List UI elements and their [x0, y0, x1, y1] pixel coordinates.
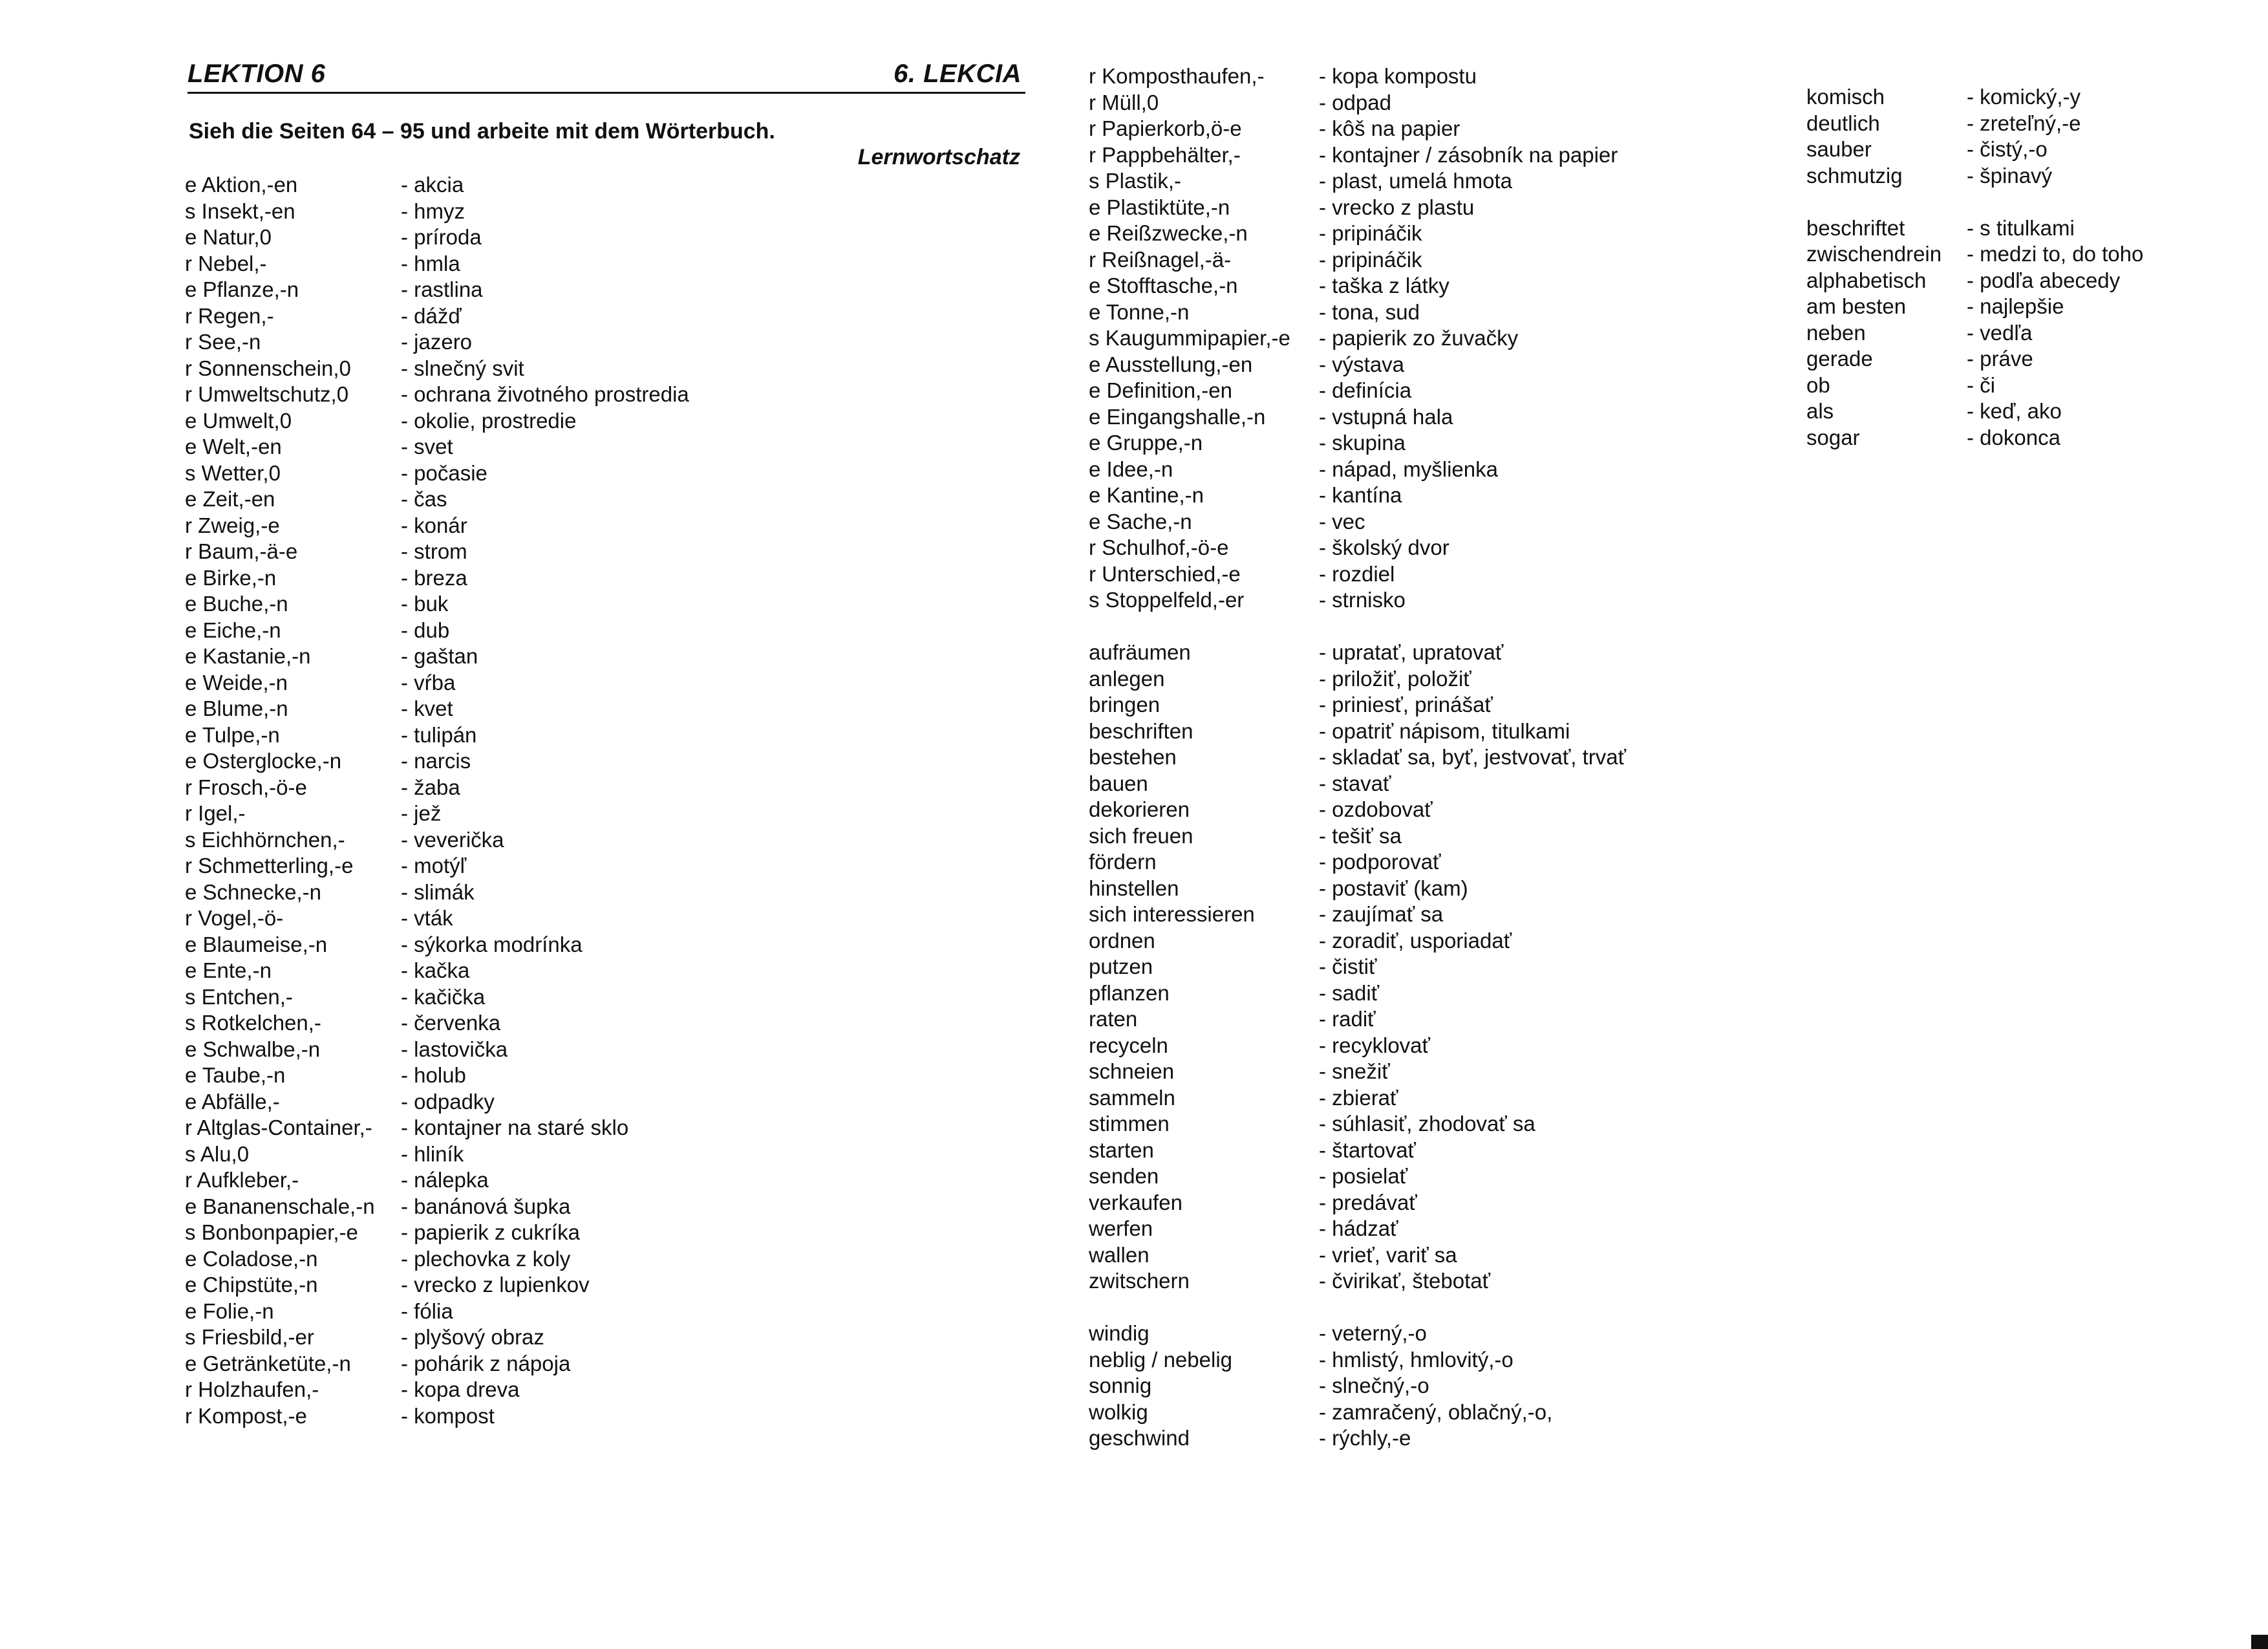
german-term: e Umwelt,0	[185, 408, 292, 433]
slovak-translation: - tona, sud	[1319, 299, 1420, 324]
slovak-translation: - vrecko z plastu	[1319, 195, 1475, 219]
german-term: sich interessieren	[1089, 902, 1255, 926]
slovak-translation: - breza	[401, 565, 467, 590]
slovak-translation: - holub	[401, 1063, 466, 1087]
slovak-translation: - školský dvor	[1319, 535, 1450, 559]
german-term: e Blume,-n	[185, 696, 288, 720]
slovak-translation: - vedľa	[1967, 320, 2033, 345]
german-term: e Gruppe,-n	[1089, 431, 1203, 455]
german-term: r Zweig,-e	[185, 513, 280, 537]
slovak-translation: - okolie, prostredie	[401, 408, 577, 433]
slovak-translation: - tešiť sa	[1319, 823, 1402, 848]
slovak-translation: - slimák	[401, 879, 475, 904]
slovak-translation: - sadiť	[1319, 980, 1380, 1005]
slovak-translation: - gaštan	[401, 644, 478, 668]
header-rule	[187, 92, 1025, 94]
german-term: e Eingangshalle,-n	[1089, 404, 1266, 429]
german-term: recyceln	[1089, 1033, 1168, 1057]
slovak-translation: - kopa dreva	[401, 1377, 520, 1401]
german-term: r See,-n	[185, 330, 261, 354]
german-term: e Folie,-n	[185, 1299, 274, 1323]
german-term: e Welt,-en	[185, 435, 282, 458]
slovak-translation: - dub	[401, 618, 450, 642]
slovak-translation: - plechovka z koly	[401, 1246, 571, 1271]
slovak-translation: - rýchly,-e	[1319, 1426, 1411, 1450]
german-term: r Müll,0	[1089, 90, 1159, 114]
german-term: s Wetter,0	[185, 460, 281, 485]
german-term: e Zeit,-en	[185, 487, 275, 511]
german-term: e Plastiktüte,-n	[1089, 195, 1230, 219]
slovak-translation: - pripináčik	[1319, 221, 1422, 245]
slovak-translation: - čvirikať, štebotať	[1319, 1269, 1490, 1293]
slovak-translation: - lastovička	[401, 1037, 508, 1061]
german-term: windig	[1089, 1321, 1150, 1345]
slovak-translation: - zoradiť, usporiadať	[1319, 928, 1512, 953]
slovak-translation: - nápad, myšlienka	[1319, 457, 1498, 481]
german-term: s Eichhörnchen,-	[185, 827, 345, 852]
german-term: e Getränketüte,-n	[185, 1351, 351, 1375]
lesson-header	[187, 59, 1022, 93]
german-term: r Nebel,-	[185, 251, 267, 275]
german-term: r Schulhof,-ö-e	[1089, 535, 1229, 559]
slovak-translation: - upratať, upratovať	[1319, 640, 1504, 664]
slovak-translation: - konár	[401, 513, 467, 537]
slovak-translation: - akcia	[401, 173, 464, 197]
slovak-translation: - definícia	[1319, 378, 1412, 402]
german-term: raten	[1089, 1007, 1138, 1031]
slovak-translation: - kačka	[401, 958, 470, 982]
german-term: deutlich	[1806, 111, 1880, 135]
german-term: zwitschern	[1089, 1269, 1190, 1293]
slovak-translation: - hmla	[401, 251, 460, 275]
german-term: e Idee,-n	[1089, 457, 1173, 481]
slovak-translation: - ozdobovať	[1319, 797, 1433, 821]
slovak-translation: - rastlina	[401, 277, 483, 301]
slovak-translation: - posielať	[1319, 1164, 1408, 1188]
slovak-translation: - snežiť	[1319, 1059, 1390, 1083]
slovak-translation: - kvet	[401, 696, 453, 720]
german-term: s Friesbild,-er	[185, 1325, 314, 1349]
slovak-translation: - medzi to, do toho	[1967, 242, 2144, 266]
slovak-translation: - práve	[1967, 347, 2033, 371]
german-term: sich freuen	[1089, 823, 1193, 848]
german-term: putzen	[1089, 954, 1153, 978]
german-term: e Ausstellung,-en	[1089, 352, 1253, 376]
german-term: anlegen	[1089, 666, 1165, 691]
german-term: r Holzhaufen,-	[185, 1377, 319, 1401]
german-term: senden	[1089, 1164, 1159, 1188]
german-term: s Rotkelchen,-	[185, 1011, 321, 1035]
german-term: am besten	[1806, 294, 1907, 318]
german-term: aufräumen	[1089, 640, 1191, 664]
slovak-translation: - dokonca	[1967, 425, 2060, 449]
slovak-translation: - kačička	[401, 984, 486, 1009]
german-term: e Ente,-n	[185, 958, 272, 982]
slovak-translation: - predávať	[1319, 1190, 1417, 1214]
lesson-title-german: LEKTION 6	[187, 59, 326, 88]
german-term: neben	[1806, 320, 1866, 345]
slovak-translation: - odpadky	[401, 1089, 495, 1114]
slovak-translation: - plast, umelá hmota	[1319, 169, 1512, 193]
slovak-translation: - žaba	[401, 775, 460, 799]
slovak-translation: - najlepšie	[1967, 294, 2064, 318]
german-term: e Reißzwecke,-n	[1089, 221, 1248, 245]
german-term: e Pflanze,-n	[185, 277, 299, 301]
slovak-translation: - opatriť nápisom, titulkami	[1319, 718, 1570, 743]
slovak-translation: - ochrana životného prostredia	[401, 382, 689, 406]
german-term: stimmen	[1089, 1112, 1170, 1136]
slovak-translation: - výstava	[1319, 352, 1405, 376]
german-term: e Aktion,-en	[185, 173, 298, 197]
slovak-translation: - narcis	[401, 749, 471, 773]
slovak-translation: - zaujímať sa	[1319, 902, 1444, 926]
german-term: ordnen	[1089, 928, 1155, 953]
slovak-translation: - kontajner na staré sklo	[401, 1116, 629, 1139]
slovak-translation: - hádzať	[1319, 1216, 1398, 1240]
german-term: s Entchen,-	[185, 984, 293, 1009]
german-term: e Stofftasche,-n	[1089, 274, 1238, 297]
german-term: e Kastanie,-n	[185, 644, 311, 668]
german-term: verkaufen	[1089, 1190, 1182, 1214]
slovak-translation: - rozdiel	[1319, 561, 1395, 586]
slovak-translation: - štartovať	[1319, 1137, 1416, 1162]
german-term: r Schmetterling,-e	[185, 854, 354, 878]
german-term: alphabetisch	[1806, 268, 1927, 292]
german-term: e Weide,-n	[185, 670, 288, 695]
slovak-translation: - motýľ	[401, 854, 467, 878]
german-term: e Schnecke,-n	[185, 879, 321, 904]
german-term: wallen	[1089, 1242, 1150, 1267]
slovak-translation: - dážď	[401, 303, 462, 328]
slovak-translation: - súhlasiť, zhodovať sa	[1319, 1112, 1535, 1136]
slovak-translation: - vŕba	[401, 670, 456, 695]
german-term: starten	[1089, 1137, 1154, 1162]
german-term: beschriften	[1089, 718, 1193, 743]
german-term: neblig / nebelig	[1089, 1347, 1233, 1372]
lesson-title-slovak: 6. LEKCIA	[893, 59, 1022, 88]
slovak-translation: - komický,-y	[1967, 85, 2081, 109]
slovak-translation: - pripináčik	[1319, 247, 1422, 272]
german-term: e Abfälle,-	[185, 1089, 280, 1114]
slovak-translation: - recyklovať	[1319, 1033, 1430, 1057]
slovak-translation: - banánová šupka	[401, 1194, 571, 1218]
german-term: r Papierkorb,ö-e	[1089, 116, 1242, 140]
slovak-translation: - slnečný,-o	[1319, 1374, 1429, 1397]
slovak-translation: - postaviť (kam)	[1319, 876, 1468, 900]
german-term: s Bonbonpapier,-e	[185, 1220, 358, 1244]
german-term: e Kantine,-n	[1089, 483, 1204, 507]
slovak-translation: - papierik zo žuvačky	[1319, 326, 1519, 350]
slovak-translation: - zbierať	[1319, 1085, 1398, 1110]
slovak-translation: - odpad	[1319, 90, 1391, 114]
slovak-translation: - skupina	[1319, 431, 1406, 455]
slovak-translation: - stavať	[1319, 771, 1391, 795]
german-term: geschwind	[1089, 1426, 1190, 1450]
german-term: r Sonnenschein,0	[185, 356, 351, 380]
slovak-translation: - tulipán	[401, 722, 477, 747]
german-term: e Eiche,-n	[185, 618, 281, 642]
german-term: r Aufkleber,-	[185, 1168, 299, 1192]
german-term: e Taube,-n	[185, 1063, 286, 1087]
german-term: sonnig	[1089, 1374, 1152, 1397]
slovak-translation: - sýkorka modrínka	[401, 932, 583, 956]
slovak-translation: - hmyz	[401, 199, 465, 223]
slovak-translation: - príroda	[401, 225, 482, 249]
german-term: ob	[1806, 372, 1830, 397]
slovak-translation: - kopa kompostu	[1319, 64, 1477, 88]
slovak-translation: - hliník	[401, 1141, 464, 1166]
german-term: e Osterglocke,-n	[185, 749, 342, 773]
slovak-translation: - skladať sa, byť, jestvovať, trvať	[1319, 745, 1627, 769]
slovak-translation: - vstupná hala	[1319, 404, 1453, 429]
slovak-translation: - vec	[1319, 509, 1365, 534]
german-term: schmutzig	[1806, 163, 1903, 188]
slovak-translation: - s titulkami	[1967, 215, 2075, 240]
german-term: e Chipstüte,-n	[185, 1273, 318, 1297]
slovak-translation: - zamračený, oblačný,-o,	[1319, 1399, 1553, 1424]
section-heading: Lernwortschatz	[857, 145, 1020, 169]
german-term: beschriftet	[1806, 215, 1905, 240]
slovak-translation: - papierik z cukríka	[401, 1220, 580, 1244]
german-term: r Kompost,-e	[185, 1403, 307, 1428]
german-term: r Umweltschutz,0	[185, 382, 349, 406]
slovak-translation: - podľa abecedy	[1967, 268, 2121, 292]
german-term: als	[1806, 399, 1834, 423]
slovak-translation: - čas	[401, 487, 447, 511]
german-term: s Alu,0	[185, 1141, 250, 1166]
german-term: r Vogel,-ö-	[185, 906, 284, 930]
german-term: sogar	[1806, 425, 1860, 449]
slovak-translation: - čistiť	[1319, 954, 1377, 978]
slovak-translation: - kompost	[401, 1403, 495, 1428]
german-term: sammeln	[1089, 1085, 1175, 1110]
slovak-translation: - vrecko z lupienkov	[401, 1273, 590, 1297]
slovak-translation: - či	[1967, 372, 1995, 397]
slovak-translation: - vrieť, variť sa	[1319, 1242, 1457, 1267]
slovak-translation: - plyšový obraz	[401, 1325, 544, 1349]
german-term: werfen	[1089, 1216, 1153, 1240]
scan-corner-mark	[2251, 1635, 2268, 1649]
slovak-translation: - červenka	[401, 1011, 501, 1035]
slovak-translation: - podporovať	[1319, 850, 1441, 874]
german-term: e Tonne,-n	[1089, 299, 1190, 324]
german-term: pflanzen	[1089, 980, 1170, 1005]
slovak-translation: - hmlistý, hmlovitý,-o	[1319, 1347, 1514, 1372]
german-term: r Reißnagel,-ä-	[1089, 247, 1232, 272]
slovak-translation: - radiť	[1319, 1007, 1376, 1031]
slovak-translation: - keď, ako	[1967, 399, 2062, 423]
slovak-translation: - počasie	[401, 460, 487, 485]
slovak-translation: - taška z látky	[1319, 274, 1450, 297]
german-term: e Natur,0	[185, 225, 272, 249]
german-term: e Sache,-n	[1089, 509, 1192, 534]
german-term: bestehen	[1089, 745, 1177, 769]
german-term: r Unterschied,-e	[1089, 561, 1241, 586]
german-term: r Altglas-Container,-	[185, 1116, 372, 1139]
german-term: e Schwalbe,-n	[185, 1037, 321, 1061]
german-term: s Plastik,-	[1089, 169, 1182, 193]
slovak-translation: - vták	[401, 906, 453, 930]
slovak-translation: - nálepka	[401, 1168, 489, 1192]
slovak-translation: - veterný,-o	[1319, 1321, 1427, 1345]
german-term: e Blaumeise,-n	[185, 932, 328, 956]
german-term: r Igel,-	[185, 801, 246, 825]
slovak-translation: - slnečný svit	[401, 356, 524, 380]
german-term: bringen	[1089, 693, 1161, 717]
slovak-translation: - čistý,-o	[1967, 137, 2048, 161]
german-term: e Birke,-n	[185, 565, 277, 590]
german-term: r Baum,-ä-e	[185, 539, 298, 563]
german-term: e Buche,-n	[185, 592, 288, 616]
german-term: e Tulpe,-n	[185, 722, 280, 747]
instruction-text: Sieh die Seiten 64 – 95 und arbeite mit dem Wörterbuch.	[189, 119, 775, 144]
german-term: dekorieren	[1089, 797, 1190, 821]
german-term: gerade	[1806, 347, 1873, 371]
german-term: komisch	[1806, 85, 1885, 109]
slovak-translation: - jež	[401, 801, 442, 825]
slovak-translation: - priložiť, položiť	[1319, 666, 1471, 691]
slovak-translation: - strom	[401, 539, 467, 563]
slovak-translation: - buk	[401, 592, 449, 616]
slovak-translation: - špinavý	[1967, 163, 2053, 188]
german-term: s Kaugummipapier,-e	[1089, 326, 1290, 350]
slovak-translation: - jazero	[401, 330, 473, 354]
german-term: fördern	[1089, 850, 1157, 874]
german-term: r Regen,-	[185, 303, 274, 328]
german-term: wolkig	[1089, 1399, 1148, 1424]
slovak-translation: - strnisko	[1319, 588, 1406, 612]
german-term: schneien	[1089, 1059, 1175, 1083]
german-term: bauen	[1089, 771, 1148, 795]
german-term: r Frosch,-ö-e	[185, 775, 307, 799]
slovak-translation: - kantína	[1319, 483, 1402, 507]
german-term: sauber	[1806, 137, 1872, 161]
german-term: r Komposthaufen,-	[1089, 64, 1265, 88]
slovak-translation: - fólia	[401, 1299, 453, 1323]
slovak-translation: - kôš na papier	[1319, 116, 1460, 140]
german-term: s Insekt,-en	[185, 199, 295, 223]
slovak-translation: - svet	[401, 435, 453, 458]
german-term: e Bananenschale,-n	[185, 1194, 375, 1218]
german-term: s Stoppelfeld,-er	[1089, 588, 1245, 612]
german-term: r Pappbehälter,-	[1089, 142, 1241, 167]
slovak-translation: - kontajner / zásobník na papier	[1319, 142, 1618, 167]
german-term: zwischendrein	[1806, 242, 1942, 266]
german-term: hinstellen	[1089, 876, 1179, 900]
slovak-translation: - zreteľný,-e	[1967, 111, 2081, 135]
slovak-translation: - priniesť, prinášať	[1319, 693, 1493, 717]
slovak-translation: - veverička	[401, 827, 504, 852]
slovak-translation: - pohárik z nápoja	[401, 1351, 571, 1375]
german-term: e Definition,-en	[1089, 378, 1232, 402]
german-term: e Coladose,-n	[185, 1246, 318, 1271]
